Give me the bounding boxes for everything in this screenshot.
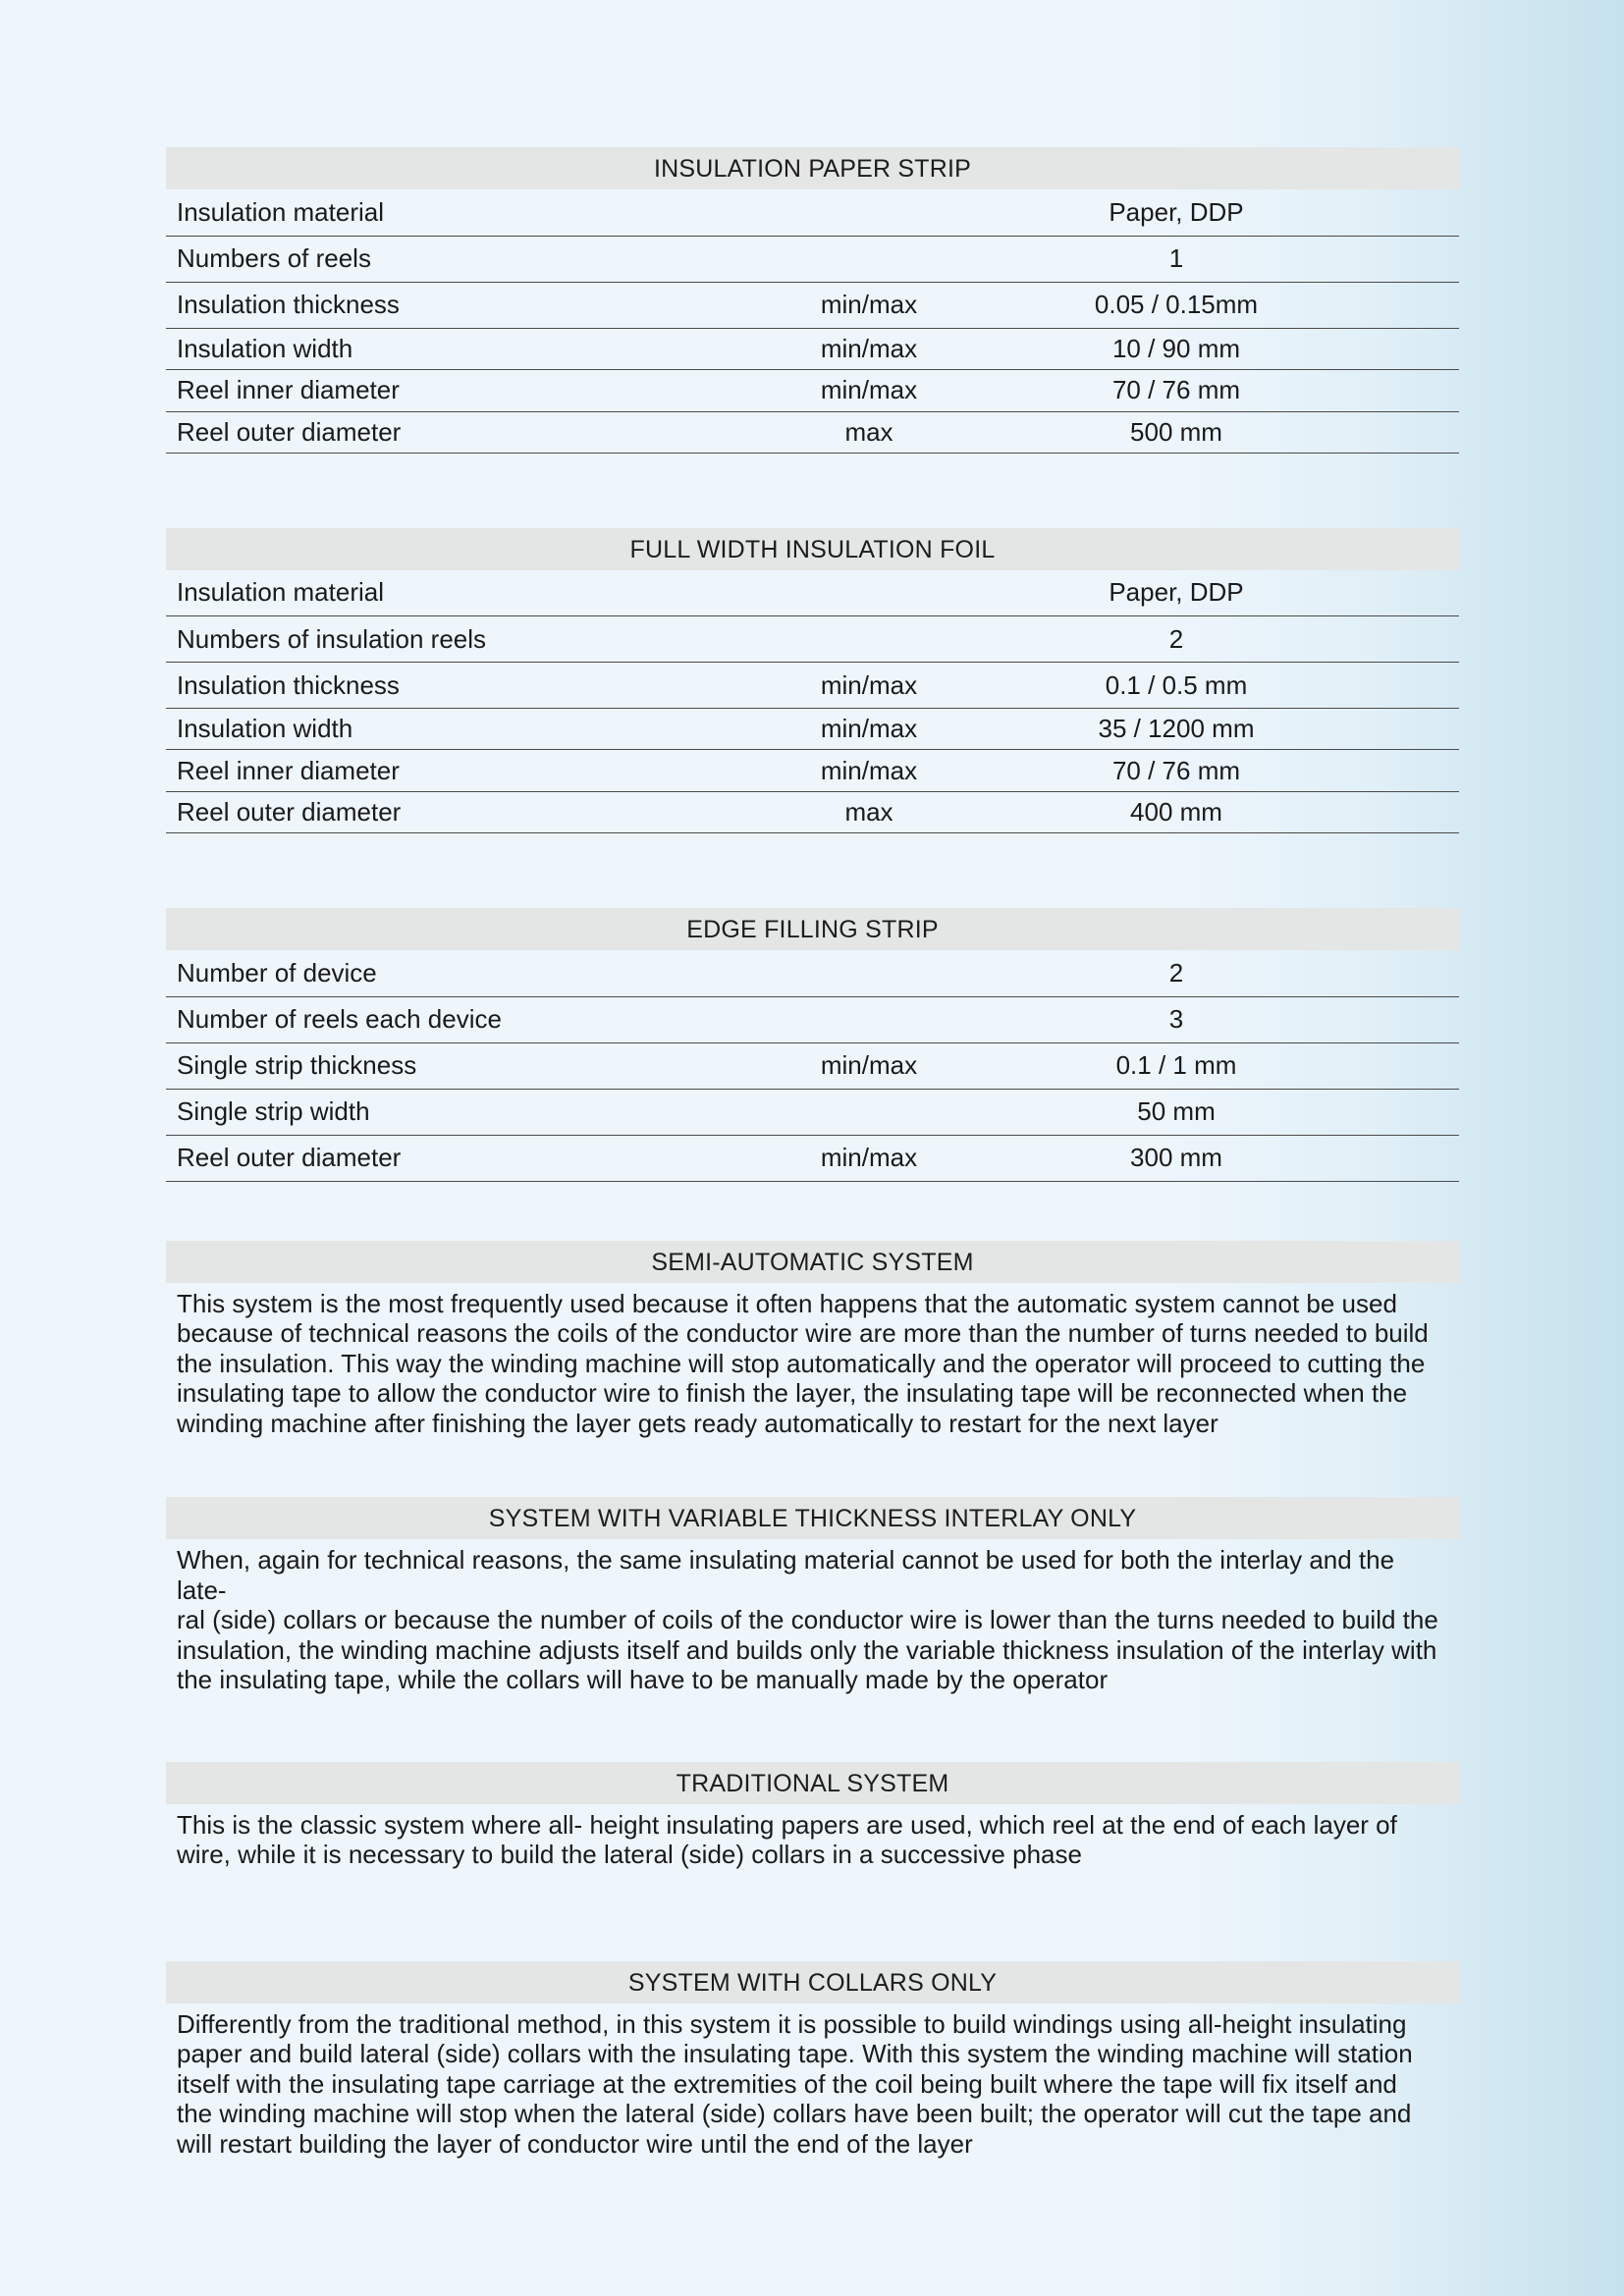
- spec-name: Number of device: [166, 950, 736, 996]
- table-row: [166, 369, 1459, 411]
- section-title: INSULATION PAPER STRIP: [166, 147, 1459, 189]
- spec-range: min/max: [736, 282, 1001, 328]
- section-traditional-system: [166, 1762, 1459, 1870]
- section-variable-thickness-interlay: [166, 1497, 1459, 1695]
- spec-value: 2: [1001, 616, 1459, 663]
- table-row: [166, 709, 1459, 750]
- section-description: [166, 1539, 1459, 1695]
- description-line: wire, while it is necessary to build the lateral (side) collars in a successive phase: [177, 1840, 1082, 1869]
- spec-name: Insulation thickness: [166, 663, 736, 709]
- description-line: winding machine after finishing the layer gets ready automatically to restart for the next layer: [177, 1408, 1218, 1438]
- spec-name: Reel inner diameter: [166, 369, 736, 411]
- description-line: insulating tape to allow the conductor wire to finish the layer, the insulating tape will be reconnected when the: [177, 1378, 1408, 1408]
- section-description: [166, 1804, 1459, 1870]
- spec-value: 0.1 / 1 mm: [1001, 1042, 1459, 1089]
- description-line: Differently from the traditional method, in this system it is possible to build windings using all-height insulating: [177, 2008, 1407, 2039]
- table-row: [166, 1042, 1459, 1089]
- section-title: SEMI-AUTOMATIC SYSTEM: [166, 1241, 1459, 1283]
- spec-name: Insulation material: [166, 570, 736, 616]
- spec-value: 400 mm: [1001, 792, 1459, 833]
- spec-name: Single strip width: [166, 1089, 736, 1135]
- table-row: [166, 950, 1459, 996]
- spec-value: 0.05 / 0.15mm: [1001, 282, 1459, 328]
- spec-range: [736, 570, 1001, 616]
- table-row: [166, 282, 1459, 328]
- spec-range: max: [736, 792, 1001, 833]
- table-row: [166, 792, 1459, 833]
- section-description: [166, 1283, 1459, 1439]
- table-row: [166, 570, 1459, 616]
- spec-range: [736, 950, 1001, 996]
- table-row: [166, 189, 1459, 236]
- spec-range: [736, 1089, 1001, 1135]
- spec-table: [166, 950, 1459, 1182]
- spec-value: 50 mm: [1001, 1089, 1459, 1135]
- table-row: [166, 616, 1459, 663]
- spec-name: Single strip thickness: [166, 1042, 736, 1089]
- spec-table: [166, 189, 1459, 454]
- table-row: [166, 411, 1459, 453]
- section-edge-filling-strip: [166, 908, 1459, 1182]
- spec-range: min/max: [736, 328, 1001, 369]
- section-semi-automatic-system: [166, 1241, 1459, 1439]
- spec-name: Numbers of insulation reels: [166, 616, 736, 663]
- description-line: insulation, the winding machine adjusts itself and builds only the variable thickness insulation of the interlay with: [177, 1634, 1437, 1665]
- spec-table: [166, 570, 1459, 834]
- spec-range: min/max: [736, 369, 1001, 411]
- spec-range: min/max: [736, 1042, 1001, 1089]
- section-collars-only: [166, 1961, 1459, 2160]
- description-line: ral (side) collars or because the number of coils of the conductor wire is lower than the turns needed to build the: [177, 1605, 1438, 1634]
- table-row: [166, 663, 1459, 709]
- table-row: [166, 750, 1459, 792]
- spec-name: Reel inner diameter: [166, 750, 736, 792]
- spec-name: Reel outer diameter: [166, 411, 736, 453]
- description-line: the insulating tape, while the collars will have to be manually made by the operator: [177, 1665, 1109, 1694]
- description-line: because of technical reasons the coils of the conductor wire are more than the number of turns needed to build: [177, 1318, 1429, 1348]
- spec-value: 70 / 76 mm: [1001, 369, 1459, 411]
- spec-name: Reel outer diameter: [166, 1135, 736, 1181]
- spec-name: Number of reels each device: [166, 996, 736, 1042]
- section-full-width-insulation-foil: [166, 528, 1459, 834]
- spec-range: max: [736, 411, 1001, 453]
- spec-value: 3: [1001, 996, 1459, 1042]
- spec-range: min/max: [736, 1135, 1001, 1181]
- spec-range: min/max: [736, 663, 1001, 709]
- section-title: FULL WIDTH INSULATION FOIL: [166, 528, 1459, 570]
- spec-value: 10 / 90 mm: [1001, 328, 1459, 369]
- spec-name: Numbers of reels: [166, 236, 736, 282]
- description-line: will restart building the layer of conductor wire until the end of the layer: [177, 2128, 973, 2159]
- spec-name: Insulation material: [166, 189, 736, 236]
- table-row: [166, 996, 1459, 1042]
- table-row: [166, 1135, 1459, 1181]
- spec-range: [736, 236, 1001, 282]
- spec-name: Insulation thickness: [166, 282, 736, 328]
- spec-value: 1: [1001, 236, 1459, 282]
- spec-name: Reel outer diameter: [166, 792, 736, 833]
- table-row: [166, 328, 1459, 369]
- spec-sheet: [166, 147, 1459, 2159]
- section-title: EDGE FILLING STRIP: [166, 908, 1459, 950]
- spec-value: 70 / 76 mm: [1001, 750, 1459, 792]
- spec-range: [736, 996, 1001, 1042]
- section-title: SYSTEM WITH VARIABLE THICKNESS INTERLAY ONLY: [166, 1497, 1459, 1539]
- section-insulation-paper-strip: [166, 147, 1459, 454]
- spec-range: min/max: [736, 709, 1001, 750]
- spec-value: 300 mm: [1001, 1135, 1459, 1181]
- description-line: the winding machine will stop when the lateral (side) collars have been built; the operator will cut the tape and: [177, 2099, 1412, 2128]
- section-title: SYSTEM WITH COLLARS ONLY: [166, 1961, 1459, 2003]
- description-line: paper and build lateral (side) collars with the insulating tape. With this system the winding machine will station: [177, 2039, 1413, 2068]
- spec-value: 35 / 1200 mm: [1001, 709, 1459, 750]
- table-row: [166, 1089, 1459, 1135]
- spec-range: min/max: [736, 750, 1001, 792]
- spec-range: [736, 616, 1001, 663]
- spec-name: Insulation width: [166, 328, 736, 369]
- spec-value: 2: [1001, 950, 1459, 996]
- description-line: This is the classic system where all- height insulating papers are used, which reel at the end of each layer of: [177, 1809, 1397, 1840]
- section-title: TRADITIONAL SYSTEM: [166, 1762, 1459, 1804]
- section-description: [166, 2003, 1459, 2160]
- description-line: When, again for technical reasons, the same insulating material cannot be used for both the interlay and the late-: [177, 1545, 1395, 1605]
- spec-value: 0.1 / 0.5 mm: [1001, 663, 1459, 709]
- spec-value: Paper, DDP: [1001, 189, 1459, 236]
- spec-value: 500 mm: [1001, 411, 1459, 453]
- spec-range: [736, 189, 1001, 236]
- description-line: itself with the insulating tape carriage at the extremities of the coil being built where the tape will fix itself and: [177, 2068, 1397, 2099]
- description-line: This system is the most frequently used because it often happens that the automatic system cannot be used: [177, 1288, 1397, 1318]
- spec-name: Insulation width: [166, 709, 736, 750]
- description-line: the insulation. This way the winding machine will stop automatically and the operator will proceed to cutting the: [177, 1348, 1426, 1378]
- spec-value: Paper, DDP: [1001, 570, 1459, 616]
- table-row: [166, 236, 1459, 282]
